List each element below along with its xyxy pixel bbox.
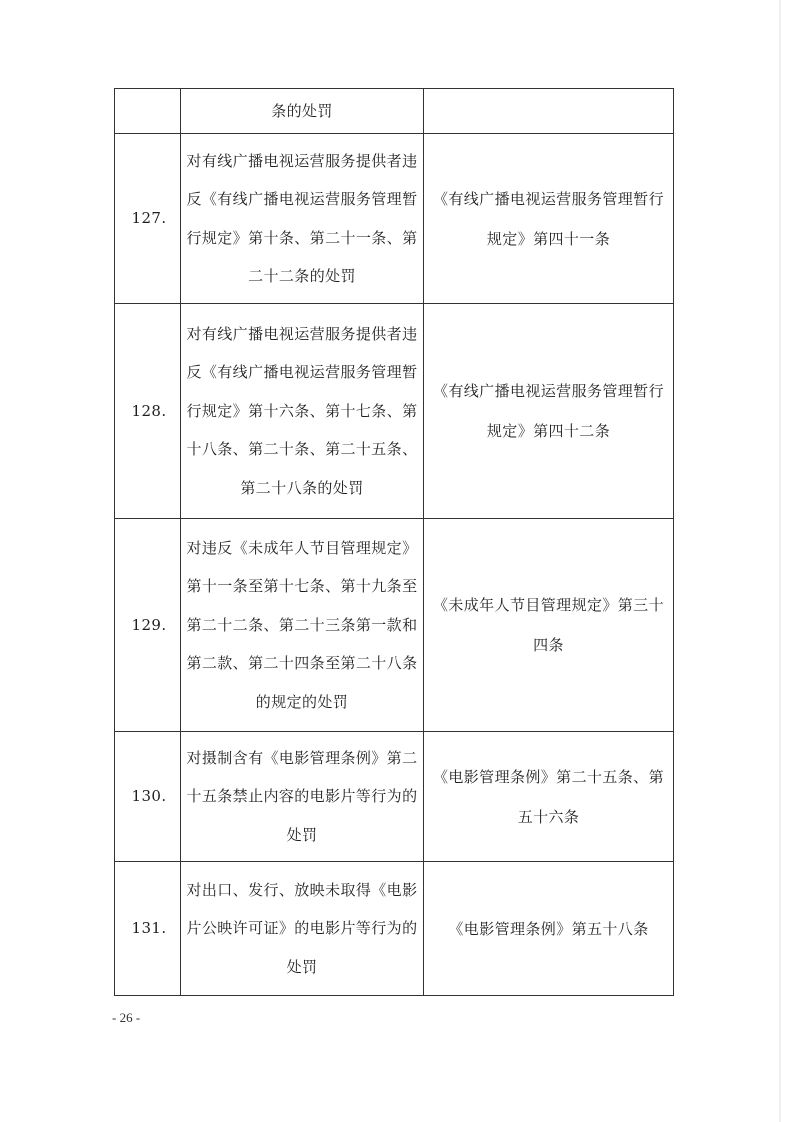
row-number: 129. <box>115 519 181 732</box>
row-number: 127. <box>115 134 181 304</box>
table-row <box>115 862 674 996</box>
row-number: 130. <box>115 732 181 862</box>
penalty-description: 对摄制含有《电影管理条例》第二十五条禁止内容的电影片等行为的处罚 <box>181 732 424 862</box>
penalty-description: 条的处罚 <box>181 89 424 134</box>
table-row <box>115 89 674 134</box>
table-row <box>115 304 674 519</box>
table-row <box>115 732 674 862</box>
legal-basis: 《电影管理条例》第二十五条、第五十六条 <box>424 732 674 862</box>
table-row <box>115 519 674 732</box>
row-number: 131. <box>115 862 181 996</box>
legal-basis <box>424 89 674 134</box>
penalty-description: 对违反《未成年人节目管理规定》第十一条至第十七条、第十九条至第二十二条、第二十三条第一款和第二款、第二十四条至第二十八条的规定的处罚 <box>181 519 424 732</box>
legal-basis: 《电影管理条例》第五十八条 <box>424 862 674 996</box>
penalty-description: 对出口、发行、放映未取得《电影片公映许可证》的电影片等行为的处罚 <box>181 862 424 996</box>
page-edge <box>779 0 781 1122</box>
legal-basis: 《有线广播电视运营服务管理暂行规定》第四十二条 <box>424 304 674 519</box>
penalty-description: 对有线广播电视运营服务提供者违反《有线广播电视运营服务管理暂行规定》第十条、第二十一条、第二十二条的处罚 <box>181 134 424 304</box>
row-number <box>115 89 181 134</box>
legal-basis: 《未成年人节目管理规定》第三十四条 <box>424 519 674 732</box>
page-number: - 26 - <box>112 1010 141 1025</box>
legal-basis: 《有线广播电视运营服务管理暂行规定》第四十一条 <box>424 134 674 304</box>
table-row <box>115 134 674 304</box>
penalty-description: 对有线广播电视运营服务提供者违反《有线广播电视运营服务管理暂行规定》第十六条、第十七条、第十八条、第二十条、第二十五条、第二十八条的处罚 <box>181 304 424 519</box>
row-number: 128. <box>115 304 181 519</box>
penalty-table <box>114 88 674 996</box>
